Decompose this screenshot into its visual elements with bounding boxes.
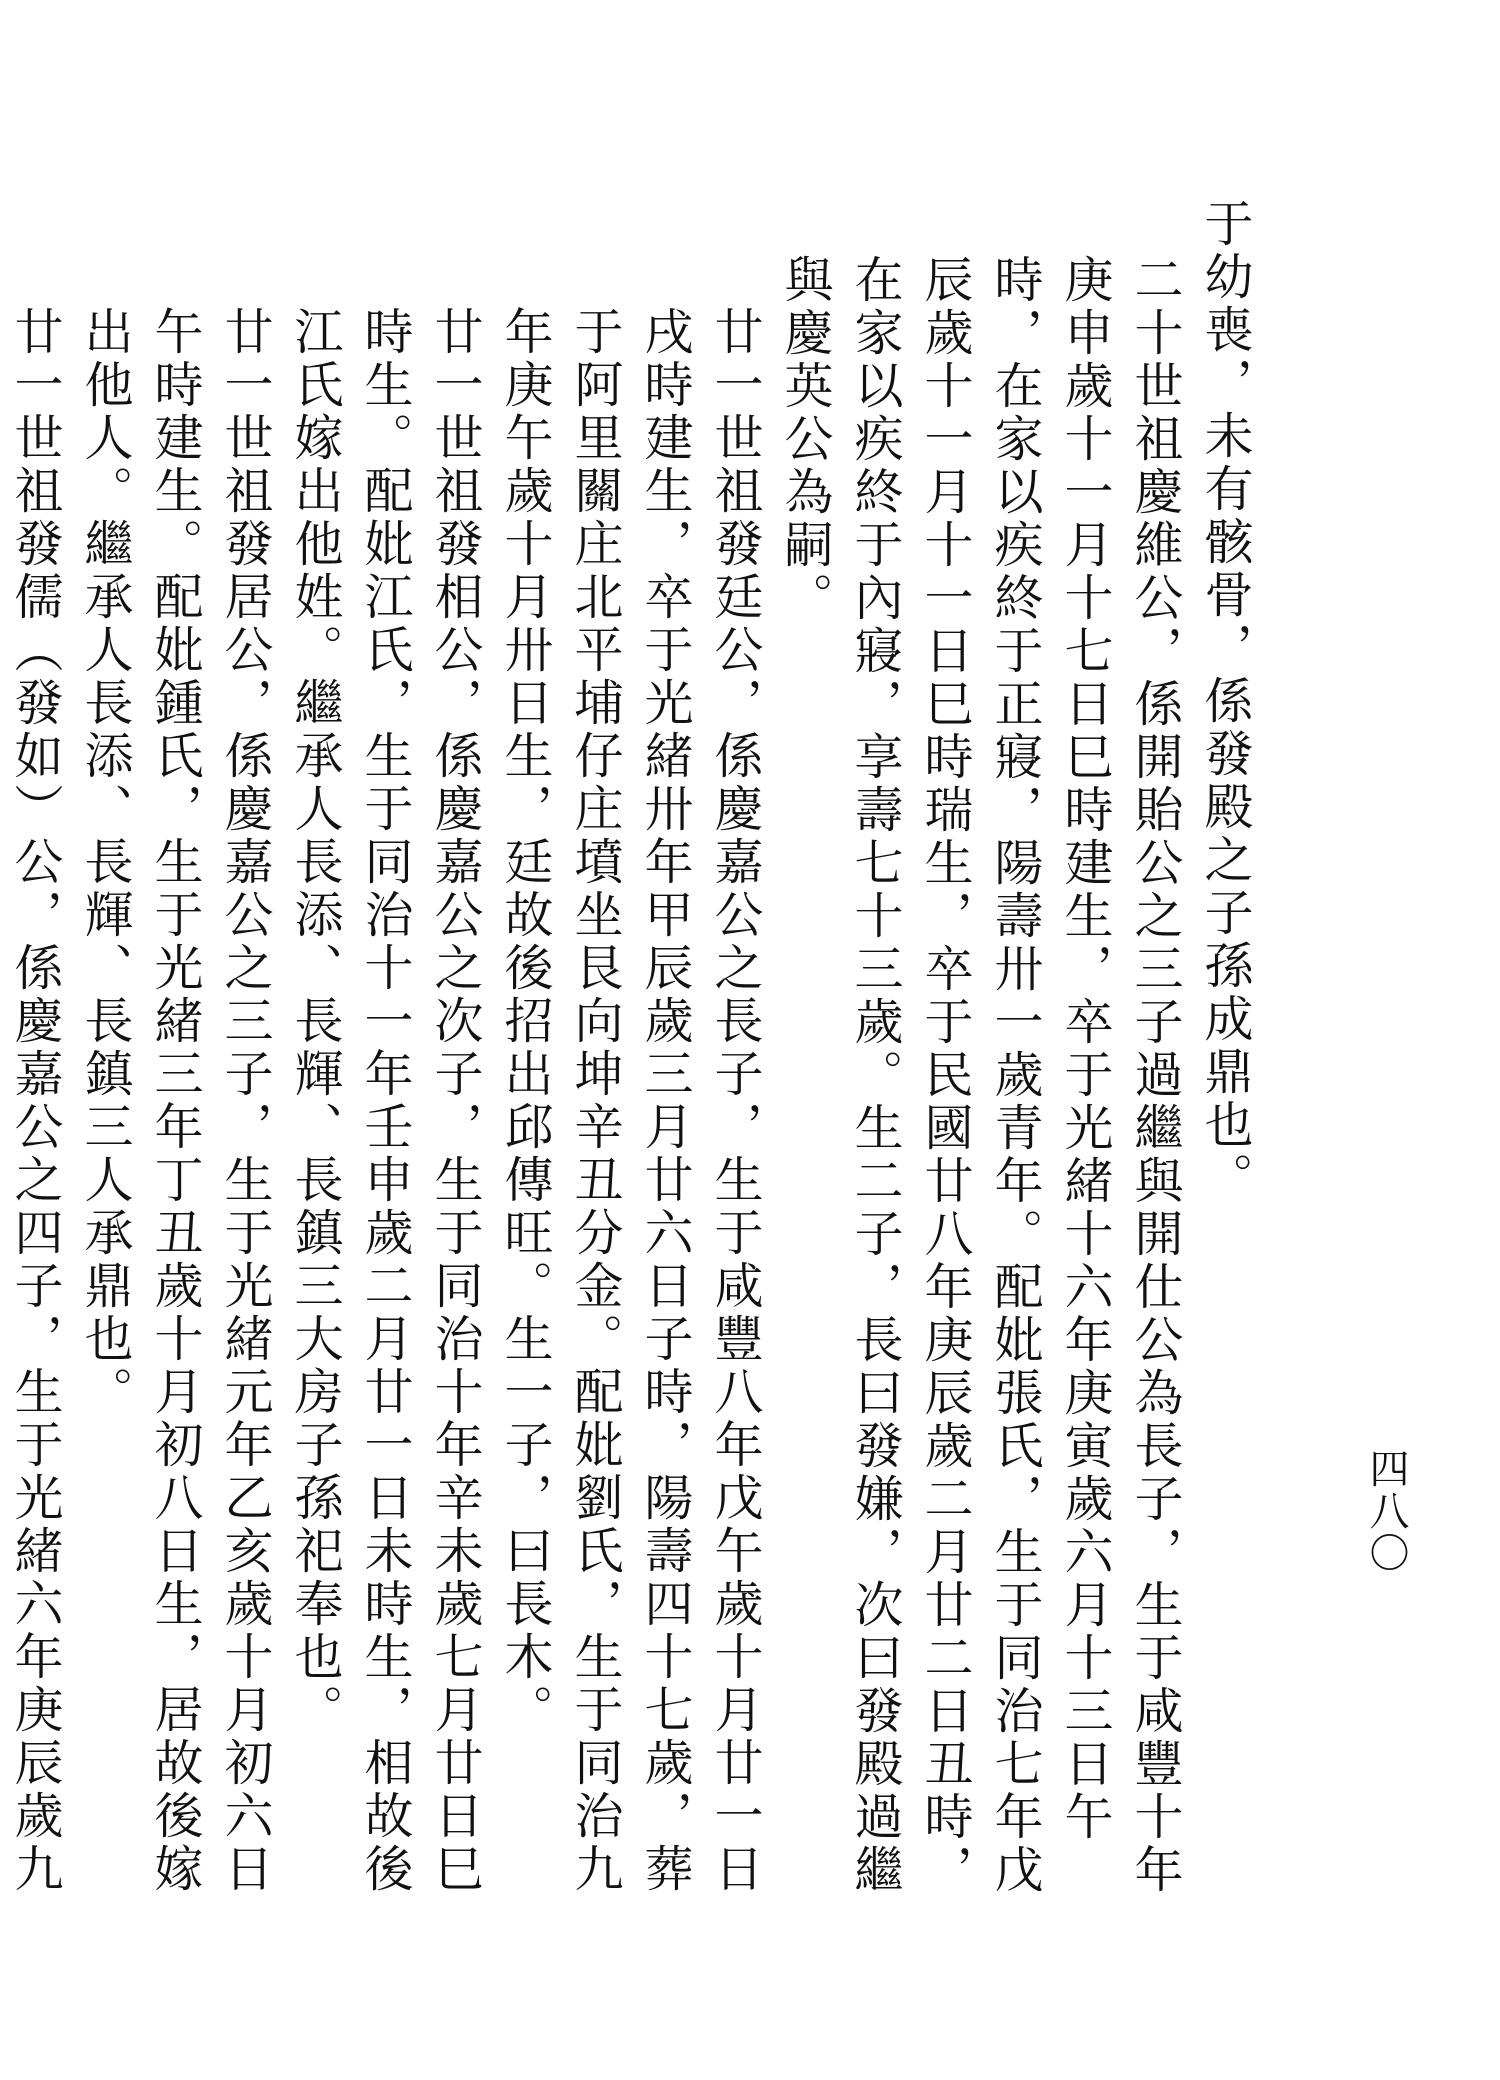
paragraph-6: 廿一世祖發儒（發如）公，係慶嘉公之四子，生于光緒六年庚辰歲九 — [7, 306, 64, 1896]
paragraph-4: 廿一世祖發相公，係慶嘉公之次子，生于同治十年辛未歲七月廿日巳時生。配妣江氏，生于同治十一年壬申歲二月廿一日未時生，相故後江氏嫁出他姓。繼承人長添、長輝、長鎮三大房子孫祀奉也。 — [287, 306, 484, 1896]
paragraph-3: 廿一世祖發廷公，係慶嘉公之長子，生于咸豐八年戊午歲十月廿一日戌時建生，卒于光緒卅年甲辰歲三月廿六日子時，陽壽四十七歲，葬于阿里關庄北平埔仔庄墳坐艮向坤辛丑分金。配妣劉氏，生于同治九年庚午歲十月卅日生，廷故後招出邱傳旺。生一子，曰長木。 — [497, 306, 764, 1896]
paragraph-1: 于幼喪，未有骸骨，係發殿之子孫成鼎也。 — [1197, 198, 1254, 1205]
page-number: 四八〇 — [1363, 1448, 1409, 1574]
genealogy-text — [0, 198, 1260, 1898]
paragraph-2: 二十世祖慶維公，係開貽公之三子過繼與開仕公為長子，生于咸豐十年庚申歲十一月十七日巳時建生，卒于光緒十六年庚寅歲六月十三日午時，在家以疾終于正寢，陽壽卅一歲青年。配妣張氏，生于同治七年戊辰歲十一月十一日巳時瑞生，卒于民國廿八年庚辰歲二月廿二日丑時，在家以疾終于內寢，享壽七十三歲。生二子，長曰發嫌，次曰發殿過繼與慶英公為嗣。 — [777, 254, 1184, 1897]
paragraph-5: 廿一世祖發居公，係慶嘉公之三子，生于光緒元年乙亥歲十月初六日午時建生。配妣鍾氏，生于光緒三年丁丑歲十月初八日生，居故後嫁出他人。繼承人長添、長輝、長鎮三人承鼎也。 — [77, 306, 274, 1896]
